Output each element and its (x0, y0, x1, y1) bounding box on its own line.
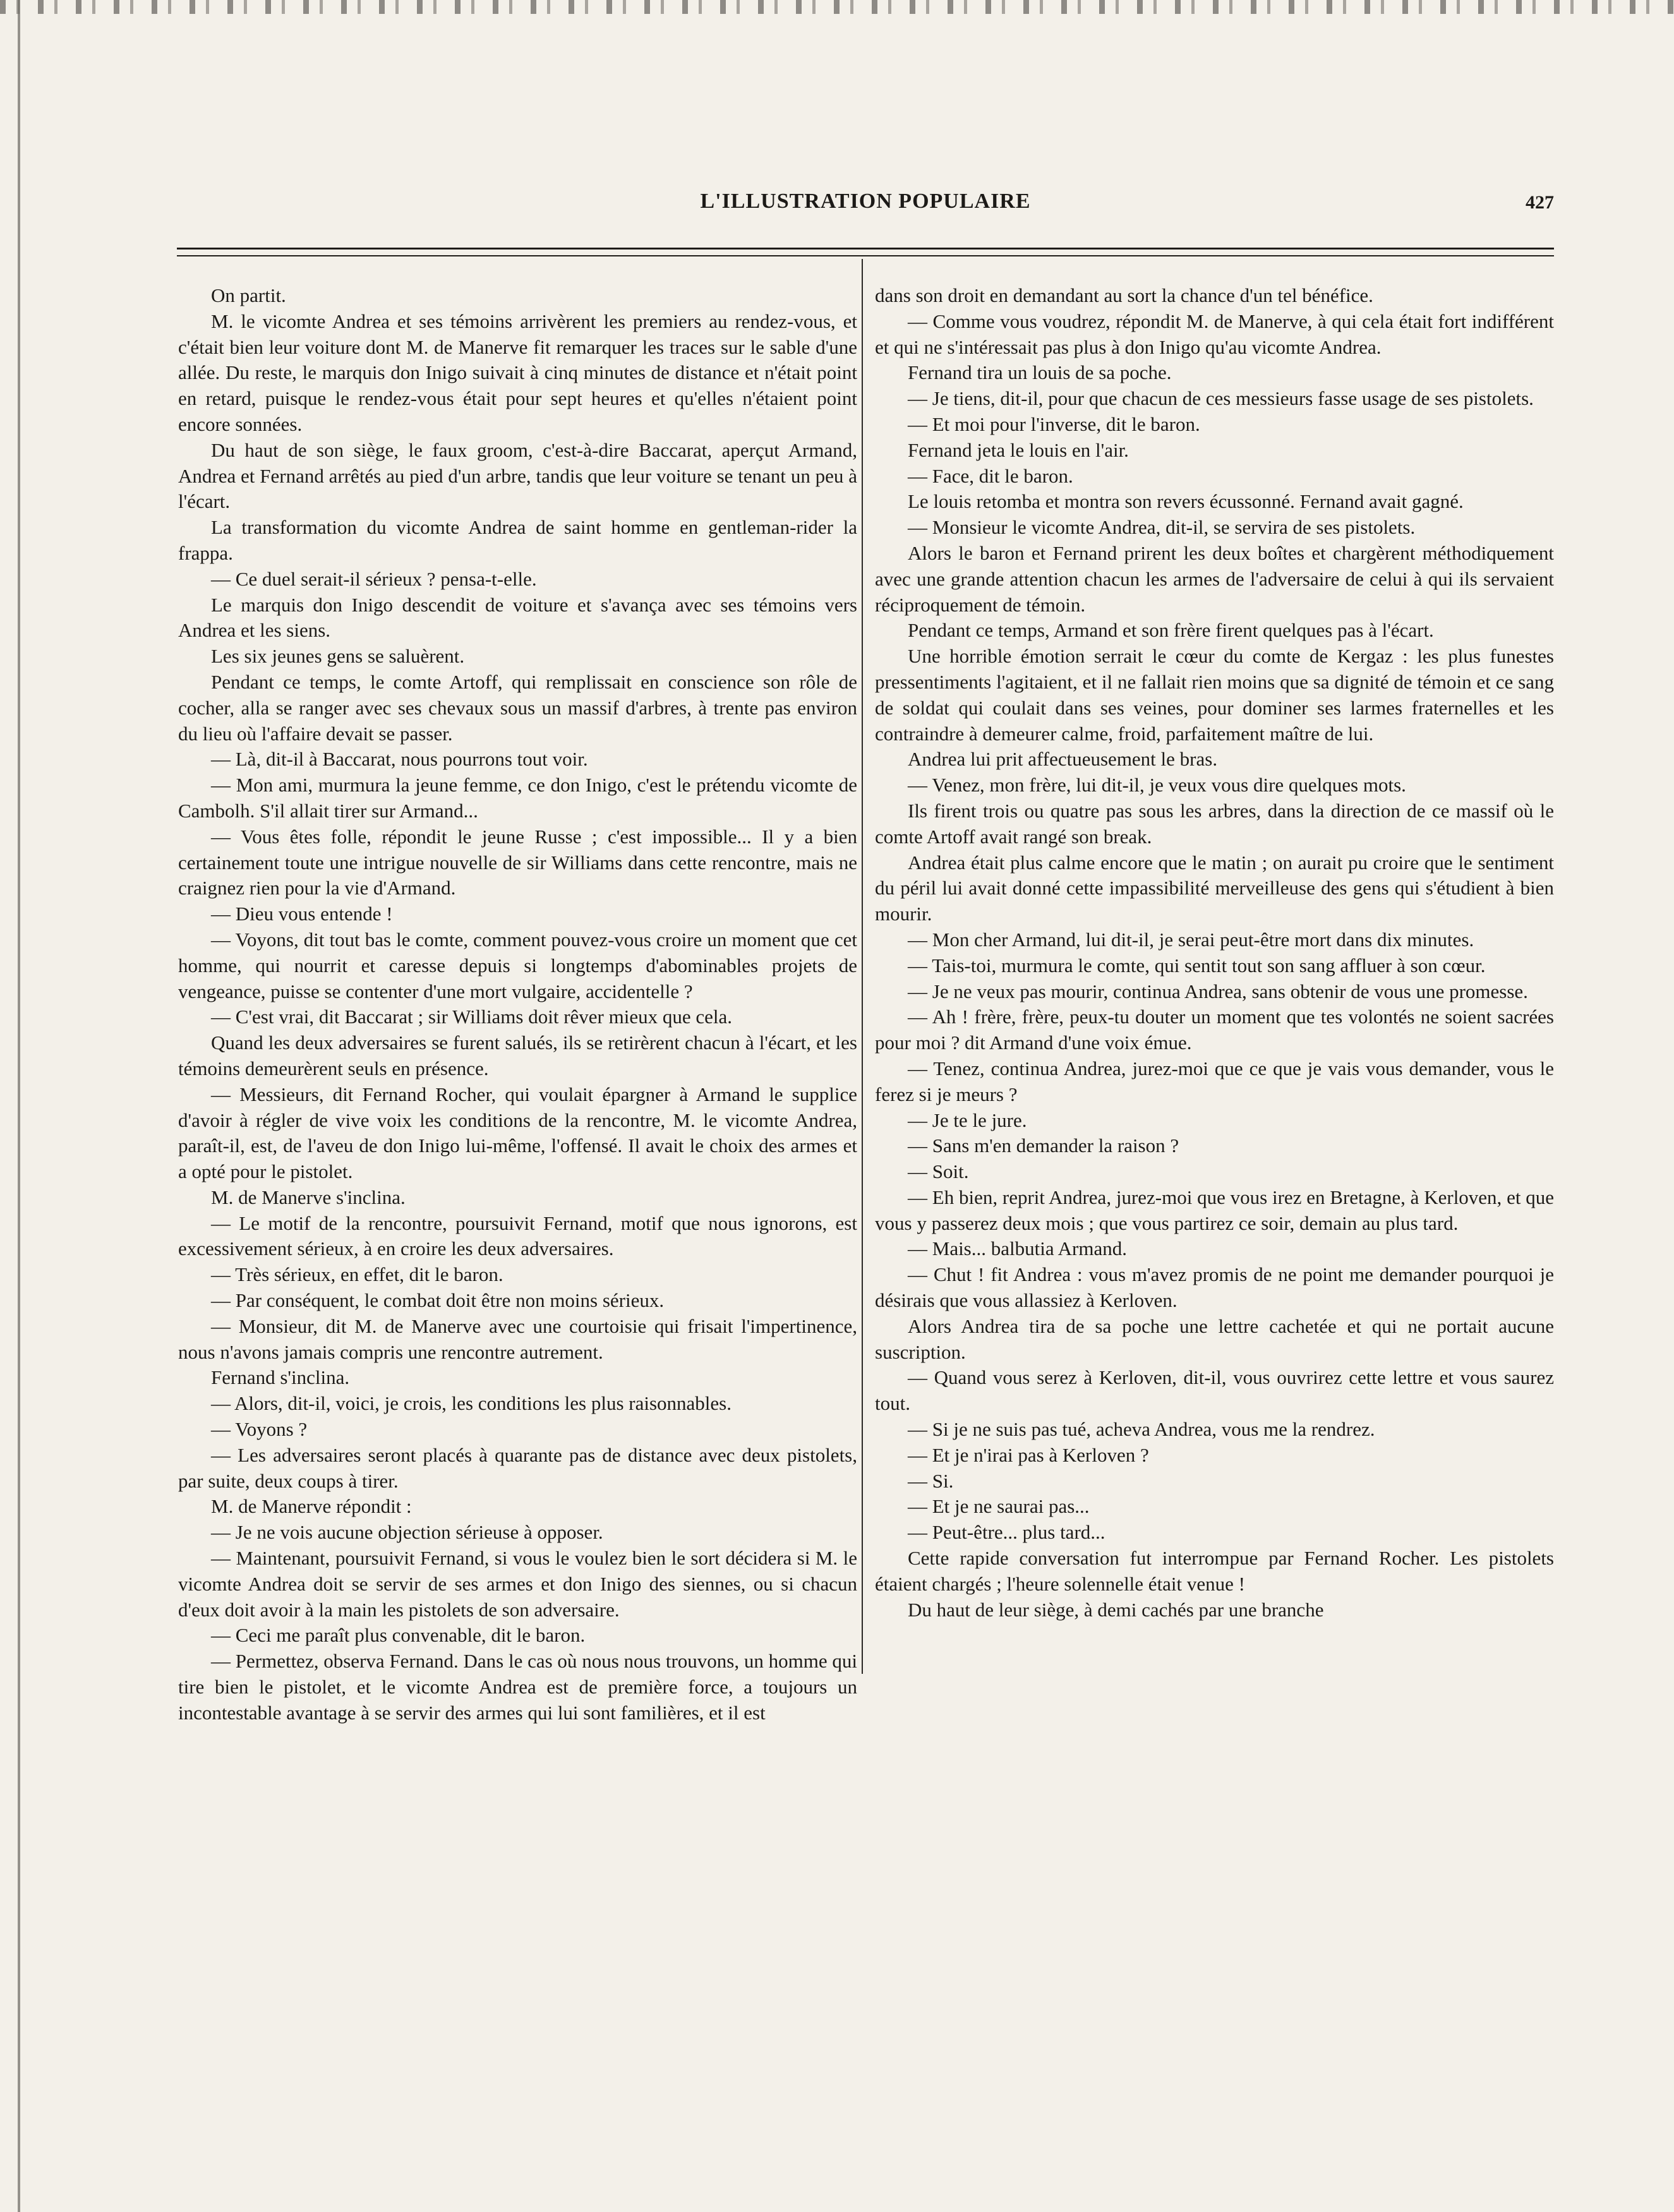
paragraph: — Monsieur le vicomte Andrea, dit-il, se servira de ses pistolets. (908, 516, 1416, 539)
paragraph: Le louis retomba et montra son revers écussonné. Fernand avait gagné. (908, 490, 1464, 513)
paragraph: — Voyons, dit tout bas le comte, comment pouvez-vous croire un moment que cet homme, qui nourrit et caresse depuis si longtemps d'abominables projets de vengeance, puisse se contenter d'une mort vulgaire, accidentelle ? (178, 928, 857, 1002)
paragraph: — Là, dit-il à Baccarat, nous pourrons tout voir. (211, 748, 588, 771)
paragraph: M. de Manerve s'inclina. (211, 1186, 406, 1208)
paragraph: — Mon ami, murmura la jeune femme, ce don Inigo, c'est le prétendu vicomte de Cambolh. S'il allait tirer sur Armand... (178, 774, 857, 822)
paragraph: — Quand vous serez à Kerloven, dit-il, vous ouvrirez cette lettre et vous saurez tout. (875, 1366, 1554, 1415)
paragraph: — Je tiens, dit-il, pour que chacun de ces messieurs fasse usage de ses pistolets. (908, 387, 1534, 410)
paragraph: — Dieu vous entende ! (211, 903, 393, 925)
paragraph: — Si. (908, 1469, 954, 1492)
paragraph: — Eh bien, reprit Andrea, jurez-moi que vous irez en Bretagne, à Kerloven, et que vous y passerez deux mois ; que vous partirez ce soir, demain au plus tard. (875, 1186, 1554, 1234)
paragraph: Fernand jeta le louis en l'air. (908, 438, 1129, 461)
paragraph: Ils firent trois ou quatre pas sous les arbres, dans la direction de ce massif où le comte Artoff avait rangé son break. (875, 799, 1554, 848)
paragraph: — Je te le jure. (908, 1109, 1027, 1131)
paragraph: — Alors, dit-il, voici, je crois, les conditions les plus raisonnables. (211, 1392, 732, 1415)
paragraph: — Vous êtes folle, répondit le jeune Russe ; c'est impossible... Il y a bien certainement toute une intrigue nouvelle de sir Williams dans cette rencontre, mais ne craignez rien pour la vie d'Armand. (178, 825, 857, 899)
paragraph: On partit. (211, 284, 286, 306)
paragraph: — Et moi pour l'inverse, dit le baron. (908, 412, 1200, 435)
paragraph: Fernand tira un louis de sa poche. (908, 361, 1172, 384)
paragraph: Pendant ce temps, Armand et son frère firent quelques pas à l'écart. (908, 619, 1434, 642)
paragraph: Pendant ce temps, le comte Artoff, qui remplissait en conscience son rôle de cocher, alla se ranger avec ses chevaux sous un massif d'arbres, à trente pas environ du lieu où l'affaire devait se passer. (178, 670, 857, 745)
paragraph: Alors Andrea tira de sa poche une lettre cachetée et qui ne portait aucune suscription. (875, 1314, 1554, 1363)
paragraph: — Sans m'en demander la raison ? (908, 1134, 1179, 1157)
left-column (178, 283, 857, 1724)
paragraph: — Chut ! fit Andrea : vous m'avez promis de ne point me demander pourquoi je désirais que vous allassiez à Kerloven. (875, 1263, 1554, 1312)
paragraph: — Comme vous voudrez, répondit M. de Manerve, à qui cela était fort indifférent et qui ne s'intéressait pas plus à don Inigo qu'au vicomte Andrea. (875, 310, 1554, 358)
paragraph: — Ceci me paraît plus convenable, dit le baron. (211, 1624, 586, 1647)
column-divider (862, 259, 863, 1674)
paragraph: — Ah ! frère, frère, peux-tu douter un moment que tes volontés ne soient sacrées pour moi ? dit Armand d'une voix émue. (875, 1006, 1554, 1054)
paragraph: — Et je ne saurai pas... (908, 1495, 1090, 1518)
paragraph: — Tais-toi, murmura le comte, qui sentit tout son sang affluer à son cœur. (908, 954, 1486, 977)
paragraph: — Maintenant, poursuivit Fernand, si vous le voulez bien le sort décidera si M. le vicomte Andrea doit se servir de ses armes et don Inigo des siennes, ou si chacun d'eux doit avoir à la main les pistolets de son adversaire. (178, 1547, 857, 1621)
paragraph: — C'est vrai, dit Baccarat ; sir Williams doit rêver mieux que cela. (211, 1006, 733, 1028)
paragraph: — Si je ne suis pas tué, acheva Andrea, vous me la rendrez. (908, 1418, 1375, 1441)
paragraph: — Monsieur, dit M. de Manerve avec une courtoisie qui frisait l'impertinence, nous n'avons jamais compris une rencontre autrement. (178, 1314, 857, 1363)
paragraph: Quand les deux adversaires se furent salués, ils se retirèrent chacun à l'écart, et les témoins demeurèrent seuls en présence. (178, 1031, 857, 1079)
right-column (875, 283, 1554, 1660)
paragraph: — Par conséquent, le combat doit être non moins sérieux. (211, 1289, 665, 1312)
header-rule (177, 248, 1554, 256)
paragraph: — Messieurs, dit Fernand Rocher, qui voulait épargner à Armand le supplice d'avoir à régler de vive voix les conditions de la rencontre, M. le vicomte Andrea, paraît-il, est, de l'aveu de don Inigo lui-même, l'offensé. Il avait le choix des armes et a opté pour le pistolet. (178, 1083, 857, 1183)
paragraph: M. de Manerve répondit : (211, 1495, 412, 1518)
paragraph: M. le vicomte Andrea et ses témoins arrivèrent les premiers au rendez-vous, et c'était bien leur voiture dont M. de Manerve fit remarquer les traces sur le sable d'une allée. Du reste, le marquis don Inigo suivait à cinq minutes de distance et n'était point en retard, puisque le rendez-vous était pour sept heures et qu'elles n'étaient point encore sonnées. (178, 310, 857, 435)
paragraph: Cette rapide conversation fut interrompue par Fernand Rocher. Les pistolets étaient chargés ; l'heure solennelle était venue ! (875, 1547, 1554, 1595)
paragraph: Alors le baron et Fernand prirent les deux boîtes et chargèrent méthodiquement avec une grande attention chacun les armes de l'adversaire de celui à qui ils servaient réciproquement de témoin. (875, 541, 1554, 616)
paragraph: Andrea était plus calme encore que le matin ; on aurait pu croire que le sentiment du péril lui avait donné cette impassibilité merveilleuse des gens qui s'étudient à bien mourir. (875, 851, 1554, 925)
paragraph: — Très sérieux, en effet, dit le baron. (211, 1263, 503, 1286)
paragraph: dans son droit en demandant au sort la chance d'un tel bénéfice. (875, 284, 1373, 306)
paragraph: — Tenez, continua Andrea, jurez-moi que ce que je vais vous demander, vous le ferez si je meurs ? (875, 1057, 1554, 1105)
paragraph: — Je ne veux pas mourir, continua Andrea, sans obtenir de vous une promesse. (908, 980, 1528, 1002)
paragraph: Les six jeunes gens se saluèrent. (211, 645, 465, 668)
paragraph: Du haut de leur siège, à demi cachés par une branche (908, 1598, 1324, 1621)
paragraph: Fernand s'inclina. (211, 1366, 350, 1389)
scan-left-edge (18, 0, 20, 2212)
page-header (177, 189, 1554, 234)
paragraph: Andrea lui prit affectueusement le bras. (908, 748, 1218, 771)
paragraph: — Ce duel serait-il sérieux ? pensa-t-elle. (211, 567, 537, 590)
paragraph: — Mais... balbutia Armand. (908, 1237, 1127, 1260)
paragraph: Le marquis don Inigo descendit de voiture et s'avança avec ses témoins vers Andrea et les siens. (178, 593, 857, 642)
paragraph: — Venez, mon frère, lui dit-il, je veux vous dire quelques mots. (908, 774, 1406, 796)
paragraph: — Voyons ? (211, 1418, 308, 1441)
paragraph: — Mon cher Armand, lui dit-il, je serai peut-être mort dans dix minutes. (908, 928, 1474, 951)
paragraph: — Face, dit le baron. (908, 464, 1073, 487)
paragraph: — Les adversaires seront placés à quarante pas de distance avec deux pistolets, par suite, deux coups à tirer. (178, 1443, 857, 1492)
paragraph: Une horrible émotion serrait le cœur du comte de Kergaz : les plus funestes pressentiments l'agitaient, et il ne fallait rien moins que sa dignité de témoin et ce sang de soldat qui coulait dans ses veines, pour dominer ses larmes fraternelles et les contraindre à demeurer calme, froid, parfaitement maître de lui. (875, 645, 1554, 745)
scan-edge-smudge (0, 0, 1674, 14)
page-number: 427 (1526, 192, 1554, 213)
paragraph: Du haut de son siège, le faux groom, c'est-à-dire Baccarat, aperçut Armand, Andrea et Fernand arrêtés au pied d'un arbre, tandis que leur voiture se tenant un peu à l'écart. (178, 438, 857, 513)
publication-title: L'ILLUSTRATION POPULAIRE (700, 189, 1031, 213)
paragraph: — Je ne vois aucune objection sérieuse à opposer. (211, 1521, 603, 1544)
paragraph: — Le motif de la rencontre, poursuivit Fernand, motif que nous ignorons, est excessivement sérieux, à en croire les deux adversaires. (178, 1211, 857, 1260)
paragraph: — Peut-être... plus tard... (908, 1521, 1105, 1544)
paragraph: — Et je n'irai pas à Kerloven ? (908, 1443, 1149, 1466)
paragraph: — Soit. (908, 1160, 969, 1183)
paragraph: — Permettez, observa Fernand. Dans le cas où nous nous trouvons, un homme qui tire bien le pistolet, et le vicomte Andrea est de première force, a toujours un incontestable avantage à se servir des armes qui lui sont familières, et il est (178, 1650, 857, 1724)
paragraph: La transformation du vicomte Andrea de saint homme en gentleman-rider la frappa. (178, 516, 857, 564)
